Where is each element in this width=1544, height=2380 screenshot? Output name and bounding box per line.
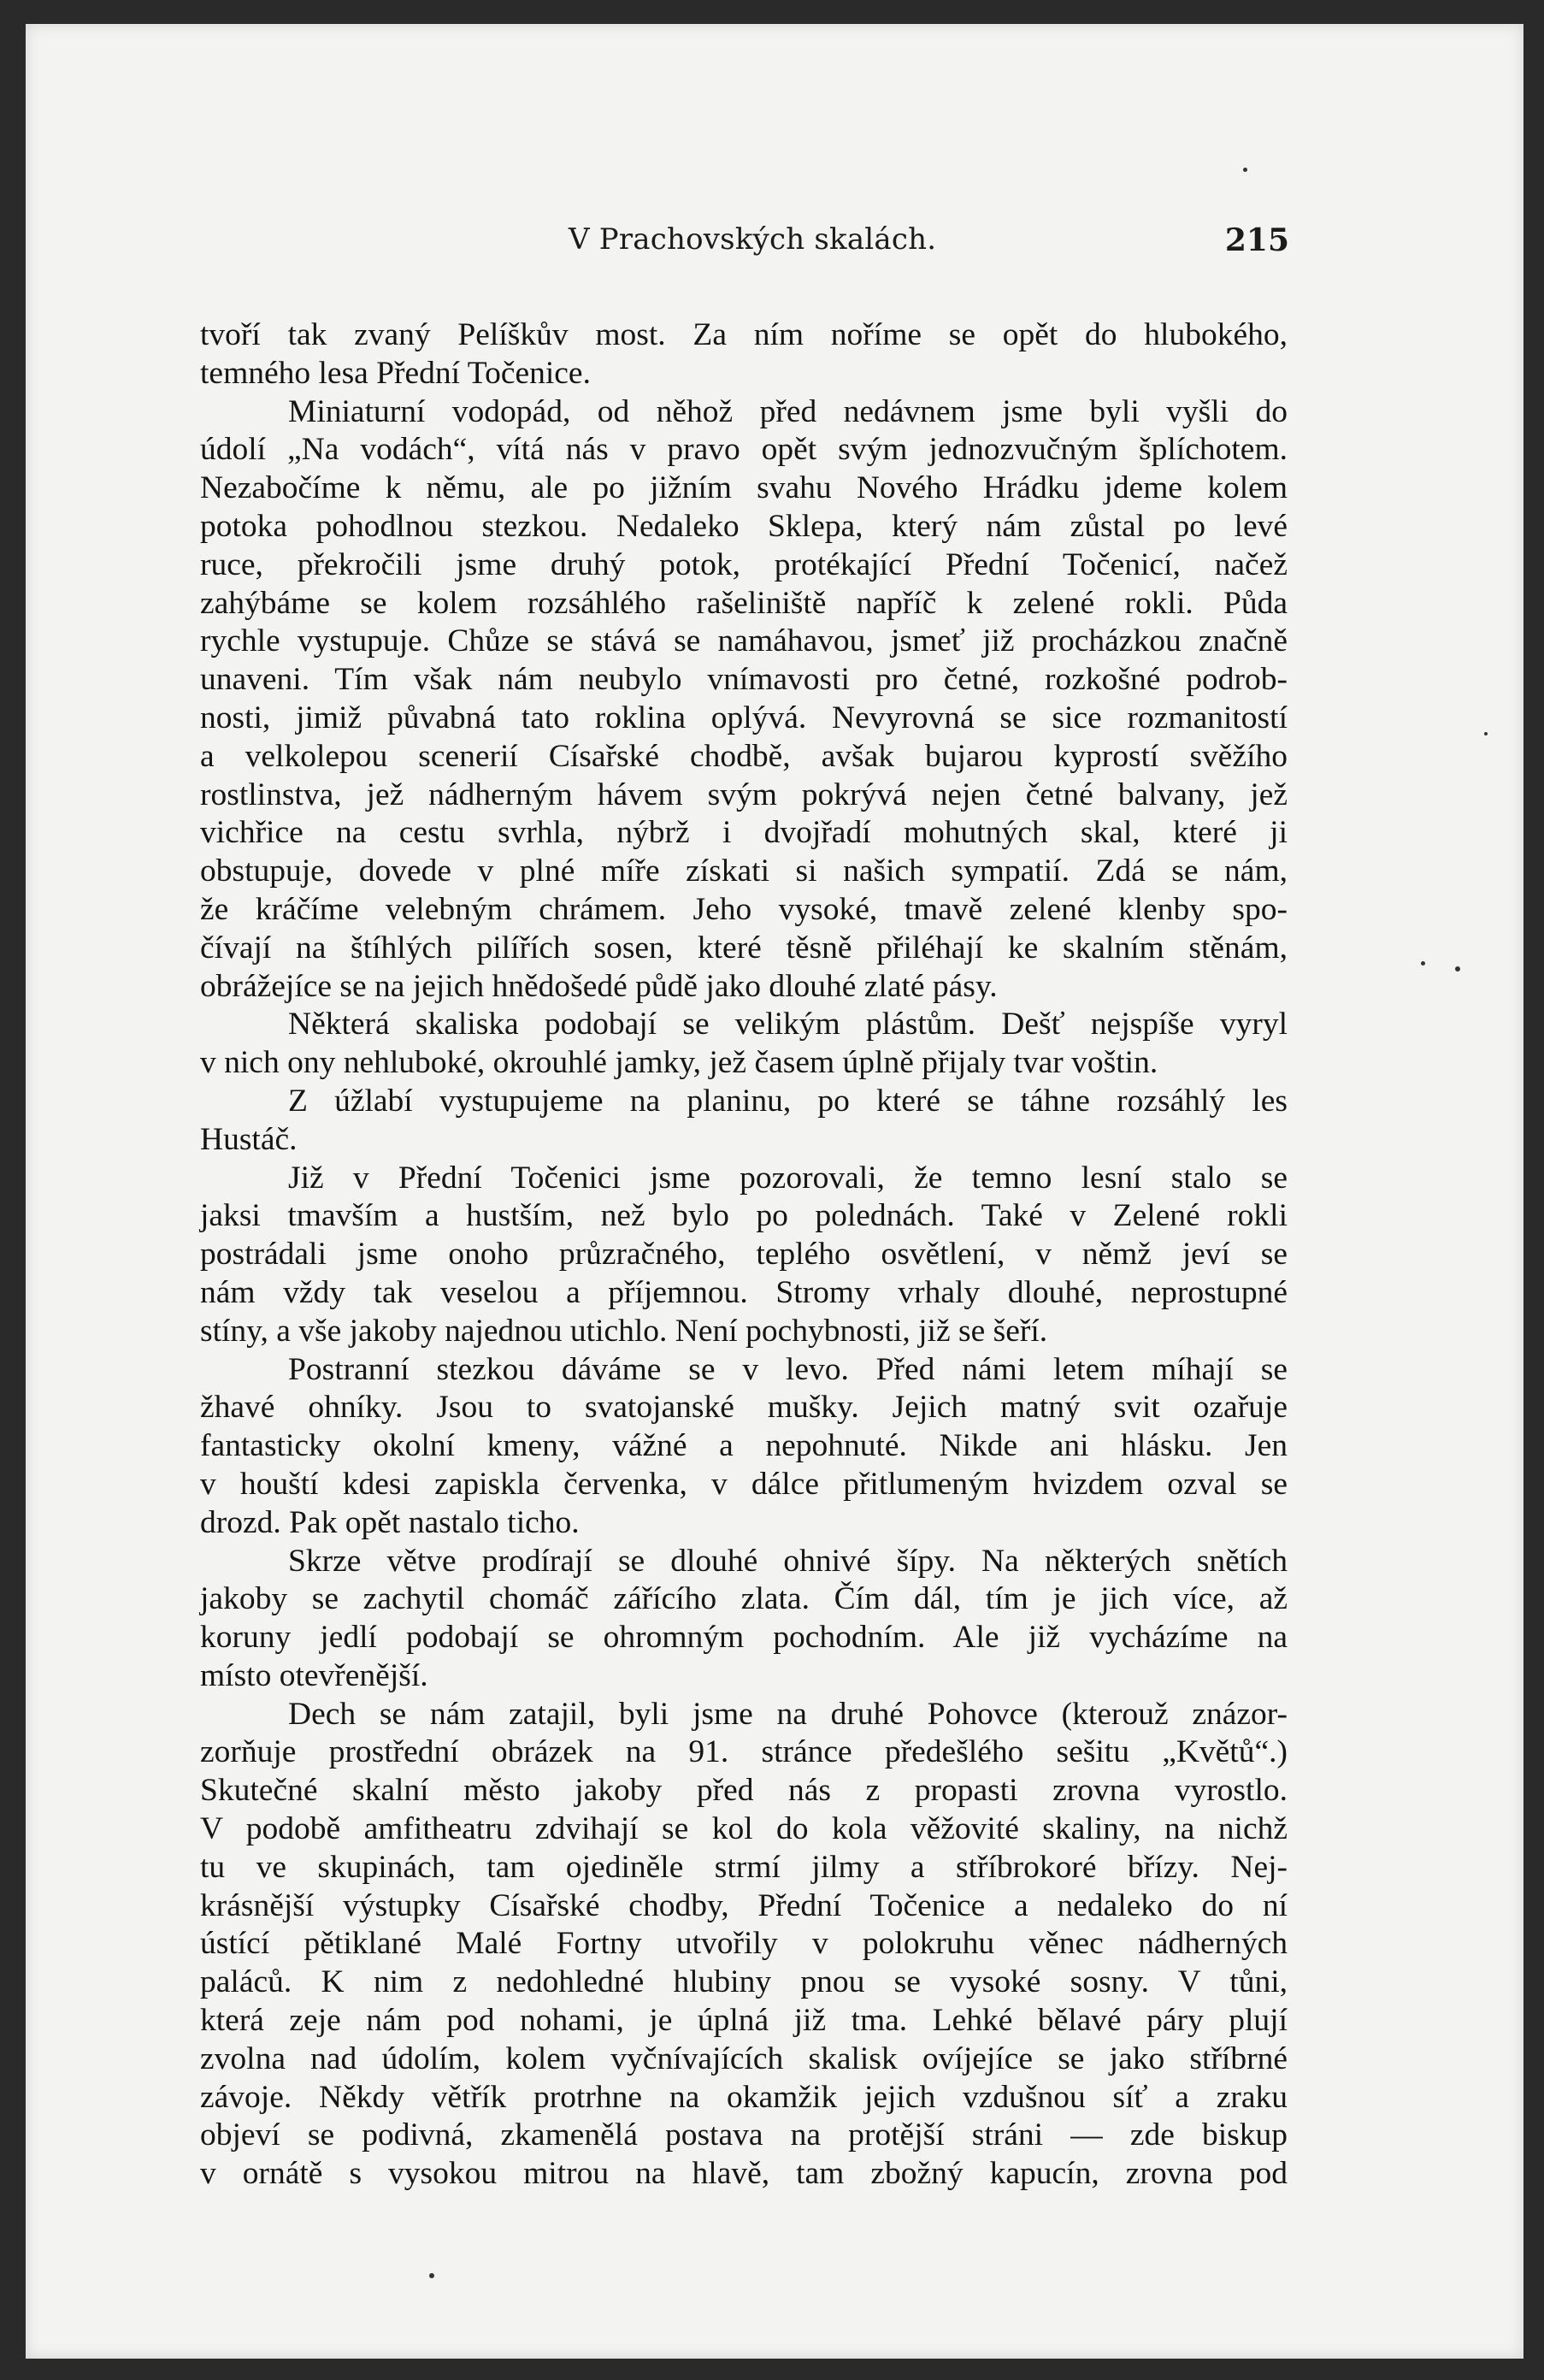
text-line: Některá skaliska podobají se velikým plástům. Dešť nejspíše vyryl	[288, 1007, 1288, 1042]
text-line: fantasticky okolní kmeny, vážné a nepohnuté. Nikde ani hlásku. Jen	[200, 1428, 1288, 1464]
text-line: zvolna nad údolím, kolem vyčnívajících skalisk ovíjejíce se jako stříbrné	[200, 2040, 1288, 2076]
text-line: rostlinstva, jež nádherným hávem svým pokrývá nejen četné balvany, jež	[200, 777, 1288, 812]
text-line: V podobě amfitheatru zdvihají se kol do kola věžovité skaliny, na nichž	[200, 1811, 1288, 1847]
text-line: obstupuje, dovede v plné míře získati si našich sympatií. Zdá se nám,	[200, 853, 1288, 889]
text-line: tu ve skupinách, tam ojediněle strmí jilmy a stříbrokoré břízy. Nej-	[200, 1849, 1288, 1885]
text-line: nosti, jimiž půvabná tato roklina oplývá. Nevyrovná se sice rozmanitostí	[200, 700, 1288, 735]
text-line: čívají na štíhlých pilířích sosen, které těsně přiléhají ke skalním stěnám,	[200, 930, 1288, 966]
page-header	[197, 222, 1289, 274]
text-line: Miniaturní vodopád, od něhož před nedávnem jsme byli vyšli do	[288, 393, 1288, 429]
text-line: a velkolepou scenerií Císařské chodbě, avšak bujarou kyprostí svěžího	[200, 738, 1288, 774]
text-line: nám vždy tak veselou a příjemnou. Stromy vrhaly dlouhé, neprostupné	[200, 1274, 1288, 1310]
text-line: drozd. Pak opět nastalo ticho.	[200, 1504, 580, 1540]
text-line: unaveni. Tím však nám neubylo vnímavosti pro četné, rozkošné podrob-	[200, 662, 1288, 698]
body-text	[200, 316, 1288, 2194]
text-line: jakoby se zachytil chomáč zářícího zlata. Čím dál, tím je jich více, až	[200, 1581, 1288, 1617]
text-line: jaksi tmavším a hustším, než bylo po polednách. Také v Zelené rokli	[200, 1198, 1288, 1234]
text-line: krásnější výstupky Císařské chodby, Přední Točenice a nedaleko do ní	[200, 1887, 1288, 1923]
text-line: v nich ony nehluboké, okrouhlé jamky, jež časem úplně přijaly tvar voštin.	[200, 1045, 1158, 1081]
text-line: Skutečné skalní město jakoby před nás z propasti zrovna vyrostlo.	[200, 1773, 1288, 1809]
book-page	[26, 24, 1523, 2359]
page-number: 215	[1224, 222, 1289, 258]
text-line: Hustáč.	[200, 1121, 298, 1157]
print-speck	[1484, 732, 1488, 735]
text-line: Nezabočíme k němu, ale po jižním svahu Nového Hrádku jdeme kolem	[200, 470, 1288, 506]
text-line: objeví se podivná, zkamenělá postava na protější stráni — zde biskup	[200, 2117, 1288, 2153]
text-line: zorňuje prostřední obrázek na 91. stránce předešlého sešitu „Květů“.)	[200, 1734, 1288, 1770]
text-line: ruce, překročili jsme druhý potok, protékající Přední Točenicí, načež	[200, 546, 1288, 582]
text-line: rychle vystupuje. Chůze se stává se namáhavou, jsmeť již procházkou značně	[200, 623, 1288, 659]
text-line: temného lesa Přední Točenice.	[200, 355, 591, 391]
text-line: Skrze větve prodírají se dlouhé ohnivé šípy. Na některých snětích	[288, 1543, 1288, 1579]
text-line: která zeje nám pod nohami, je úplná již tma. Lehké bělavé páry plují	[200, 2003, 1288, 2039]
text-line: místo otevřenější.	[200, 1657, 428, 1693]
text-line: zahýbáme se kolem rozsáhlého rašeliniště napříč k zelené rokli. Půda	[200, 585, 1288, 621]
text-line: paláců. K nim z nedohledné hlubiny pnou se vysoké sosny. V tůni,	[200, 1964, 1288, 2000]
text-line: že kráčíme velebným chrámem. Jeho vysoké, tmavě zelené klenby spo-	[200, 891, 1288, 927]
text-line: koruny jedlí podobají se ohromným pochodním. Ale již vycházíme na	[200, 1620, 1288, 1656]
text-line: žhavé ohníky. Jsou to svatojanské mušky. Jejich matný svit ozařuje	[200, 1390, 1288, 1426]
text-line: v houští kdesi zapiskla červenka, v dálce přitlumeným hvizdem ozval se	[200, 1466, 1288, 1502]
text-line: postrádali jsme onoho průzračného, teplého osvětlení, v němž jeví se	[200, 1237, 1288, 1273]
text-line: údolí „Na vodách“, vítá nás v pravo opět svým jednozvučným šplíchotem.	[200, 432, 1288, 468]
text-line: stíny, a vše jakoby najednou utichlo. Není pochybnosti, již se šeří.	[200, 1313, 1048, 1349]
running-title: V Prachovských skalách.	[569, 222, 937, 257]
print-speck	[1455, 966, 1460, 971]
text-line: vichřice na cestu svrhla, nýbrž i dvojřadí mohutných skal, které ji	[200, 815, 1288, 851]
print-speck	[1243, 168, 1247, 172]
text-line: obrážejíce se na jejich hnědošedé půdě jako dlouhé zlaté pásy.	[200, 968, 998, 1004]
text-line: Již v Přední Točenici jsme pozorovali, že temno lesní stalo se	[288, 1160, 1288, 1196]
text-line: tvoří tak zvaný Pelíškův most. Za ním noříme se opět do hlubokého,	[200, 317, 1288, 352]
text-line: Z úžlabí vystupujeme na planinu, po které se táhne rozsáhlý les	[288, 1083, 1288, 1119]
text-line: závoje. Někdy větřík protrhne na okamžik jejich vzdušnou síť a zraku	[200, 2079, 1288, 2115]
text-line: Dech se nám zatajil, byli jsme na druhé Pohovce (kterouž znázor-	[288, 1696, 1288, 1732]
print-speck	[429, 2273, 434, 2278]
text-line: ústící pětiklané Malé Fortny utvořily v polokruhu věnec nádherných	[200, 1926, 1288, 1962]
text-line: potoka pohodlnou stezkou. Nedaleko Sklepa, který nám zůstal po levé	[200, 508, 1288, 544]
text-line: Postranní stezkou dáváme se v levo. Před námi letem míhají se	[288, 1351, 1288, 1387]
text-line: v ornátě s vysokou mitrou na hlavě, tam zbožný kapucín, zrovna pod	[200, 2156, 1288, 2192]
print-speck	[1421, 961, 1425, 966]
